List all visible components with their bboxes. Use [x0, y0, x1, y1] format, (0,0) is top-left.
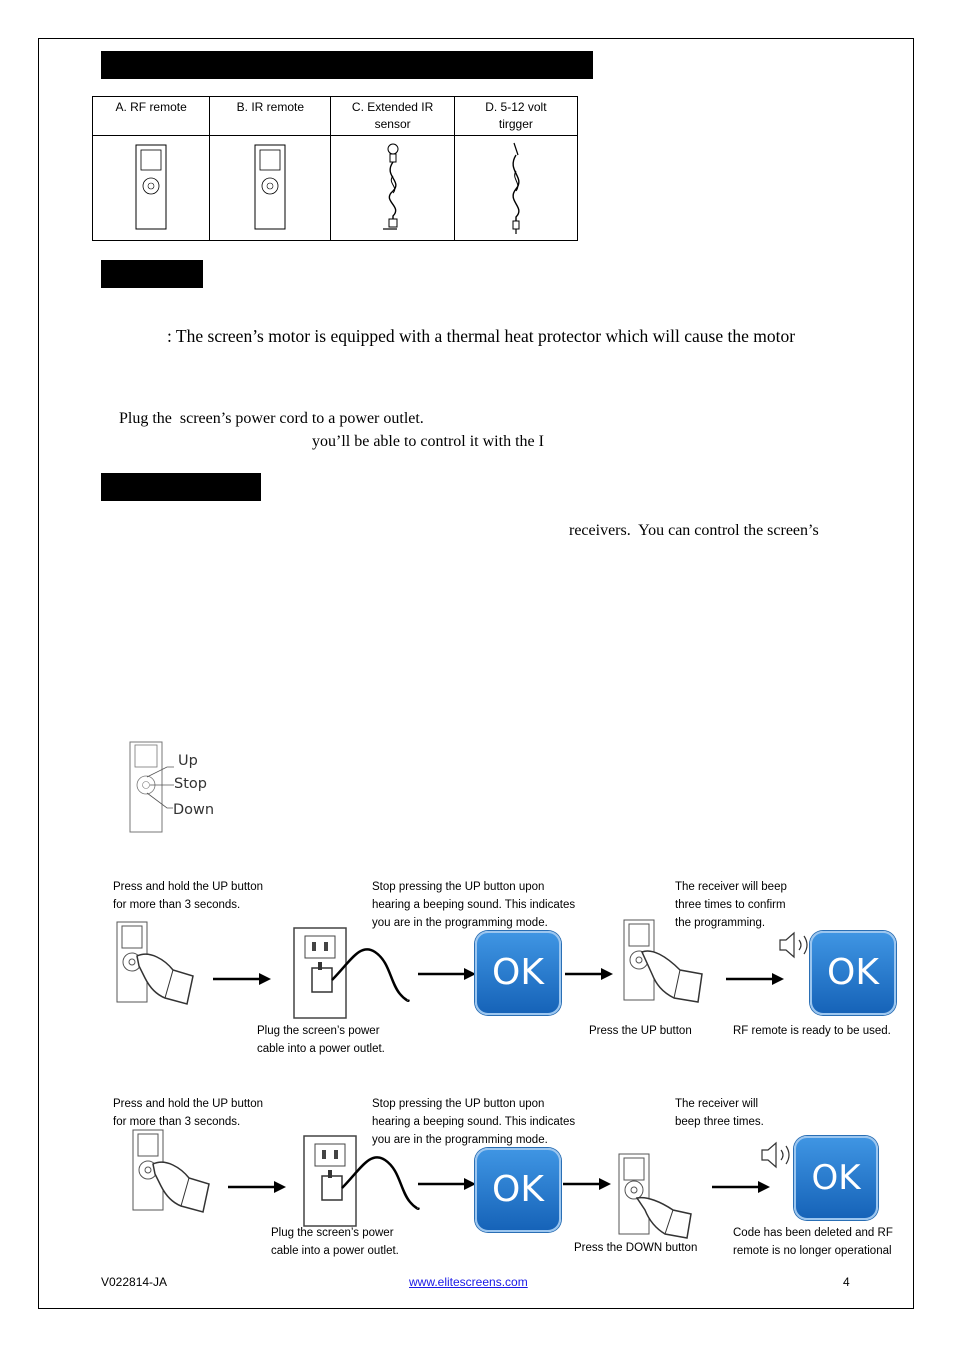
delete-plug-caption: Plug the screen’s power cable into a power outlet. [271, 1227, 399, 1257]
program-press-up-caption: Press the UP button [589, 1025, 692, 1037]
arrow-right-icon [418, 1177, 478, 1191]
section-heading-bar-rf-remote [101, 473, 261, 501]
ok-indicator-icon: OK [475, 1148, 561, 1232]
table-header-cell: D. 5-12 volt tirgger [454, 97, 577, 136]
remote-hand-press-up-illustration [622, 918, 717, 1008]
delete-step2-caption: Stop pressing the UP button upon hearing a beeping sound. This indicates you are in the programming mode. [372, 1098, 576, 1146]
arrow-right-icon [563, 1177, 613, 1191]
control-text-fragment: you’ll be able to control it with the I [312, 433, 544, 450]
table-header-cell: C. Extended IR sensor [331, 97, 454, 136]
footer-version: V022814-JA [101, 1275, 168, 1289]
arrow-right-icon [418, 967, 478, 981]
program-step1-caption: Press and hold the UP button for more than 3 seconds. [113, 881, 264, 911]
table-cell-rf-remote [93, 136, 210, 241]
receivers-text-fragment: receivers. You can control the screen’s [569, 522, 819, 539]
thermal-protector-note: : The screen’s motor is equipped with a thermal heat protector which will cause the motor [167, 326, 796, 346]
delete-step3-caption: The receiver will beep three times. [675, 1098, 764, 1128]
arrow-right-icon [712, 1180, 772, 1194]
arrow-right-icon [213, 972, 273, 986]
delete-step1-caption: Press and hold the UP button for more than 3 seconds. [113, 1098, 264, 1128]
ir-remote-illustration [250, 143, 290, 233]
footer-website-link[interactable]: www.elitescreens.com [409, 1275, 528, 1289]
program-plug-caption: Plug the screen’s power cable into a power outlet. [257, 1025, 385, 1055]
delete-result-caption: Code has been deleted and RF remote is no longer operational [733, 1227, 893, 1257]
trigger-cable-illustration [496, 141, 536, 236]
table-header-cell: B. IR remote [210, 97, 331, 136]
remote-label-down: Down [173, 802, 215, 818]
remote-hand-press-up-illustration [115, 920, 205, 1010]
ok-indicator-icon: OK [794, 1136, 878, 1220]
remote-hand-press-down-illustration [617, 1152, 712, 1242]
program-step3-caption: The receiver will beep three times to confirm the programming. [675, 881, 787, 929]
remote-label-up: Up [178, 753, 198, 769]
table-header-cell: A. RF remote [93, 97, 210, 136]
table-cell-ir-remote [210, 136, 331, 241]
rf-remote-illustration [131, 143, 171, 233]
footer-page-number: 4 [843, 1275, 850, 1289]
arrow-right-icon [228, 1180, 288, 1194]
arrow-right-icon [726, 972, 786, 986]
section-heading-bar-operation [101, 260, 203, 288]
ok-indicator-icon: OK [810, 931, 896, 1015]
remote-label-stop: Stop [174, 776, 207, 792]
section-heading-bar-accessories [101, 51, 593, 79]
arrow-right-icon [565, 967, 615, 981]
accessories-table [92, 96, 578, 241]
plug-instruction: Plug the screen’s power cord to a power outlet. [119, 410, 424, 427]
program-step2-caption: Stop pressing the UP button upon hearing a beeping sound. This indicates you are in the programming mode. [372, 881, 576, 929]
ok-indicator-icon: OK [475, 931, 561, 1015]
ir-sensor-cable-illustration [373, 141, 413, 236]
program-ready-caption: RF remote is ready to be used. [733, 1025, 891, 1037]
delete-press-down-caption: Press the DOWN button [574, 1242, 698, 1254]
table-cell-ir-sensor [331, 136, 454, 241]
table-cell-trigger [454, 136, 577, 241]
remote-hand-press-up-illustration [131, 1128, 221, 1218]
